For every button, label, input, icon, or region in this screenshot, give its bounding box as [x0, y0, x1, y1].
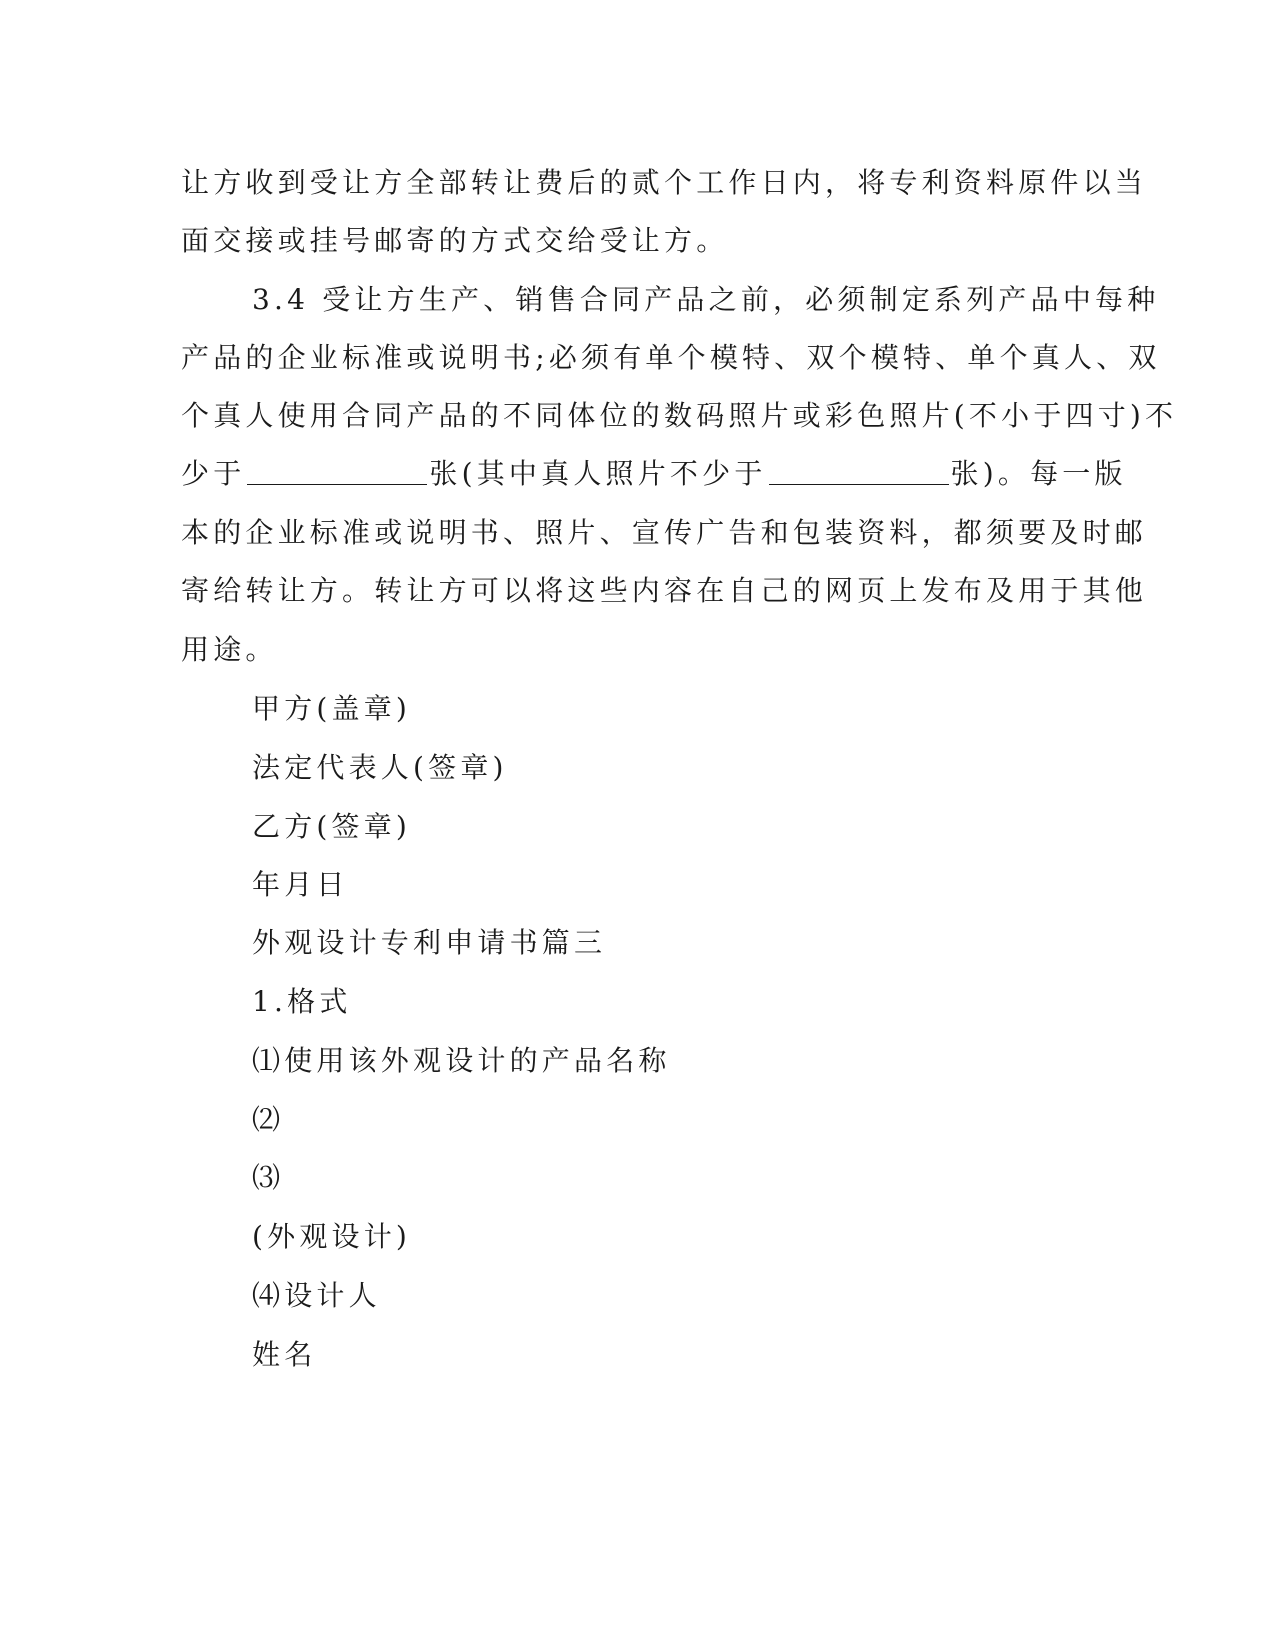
paragraph-line-with-blanks: [181, 457, 1127, 491]
text-fragment: 少于: [181, 457, 246, 490]
fill-in-blank: [769, 458, 949, 485]
paragraph-line: 面交接或挂号邮寄的方式交给受让方。: [181, 224, 729, 257]
name-label: 姓名: [252, 1338, 317, 1371]
text-fragment: 张(其中真人照片不少于: [429, 457, 767, 490]
paragraph-line: 3.4 受让方生产、销售合同产品之前，必须制定系列产品中每种: [252, 283, 1160, 316]
list-item: ⑶: [252, 1161, 285, 1194]
text-fragment: 张)。每一版: [950, 457, 1127, 490]
list-item: ⑵: [252, 1103, 285, 1136]
list-item: (外观设计): [252, 1220, 412, 1253]
party-a-signature: 甲方(盖章): [252, 692, 412, 725]
party-b-signature: 乙方(签章): [252, 810, 412, 843]
fill-in-blank: [247, 458, 427, 485]
paragraph-line: 寄给转让方。转让方可以将这些内容在自己的网页上发布及用于其他: [181, 574, 1148, 607]
paragraph-line: 产品的企业标准或说明书;必须有单个模特、双个模特、单个真人、双: [181, 341, 1161, 374]
paragraph-line: 让方收到受让方全部转让费后的贰个工作日内，将专利资料原件以当: [181, 166, 1148, 199]
format-heading: 1.格式: [252, 985, 352, 1018]
paragraph-line: 用途。: [181, 633, 278, 666]
list-item: ⑴使用该外观设计的产品名称: [252, 1044, 671, 1077]
date-line: 年月日: [252, 868, 349, 901]
section-title: 外观设计专利申请书篇三: [252, 926, 607, 959]
paragraph-line: 个真人使用合同产品的不同体位的数码照片或彩色照片(不小于四寸)不: [181, 399, 1178, 432]
legal-representative-signature: 法定代表人(签章): [252, 751, 508, 784]
list-item: ⑷设计人: [252, 1279, 381, 1312]
paragraph-line: 本的企业标准或说明书、照片、宣传广告和包装资料，都须要及时邮: [181, 516, 1148, 549]
